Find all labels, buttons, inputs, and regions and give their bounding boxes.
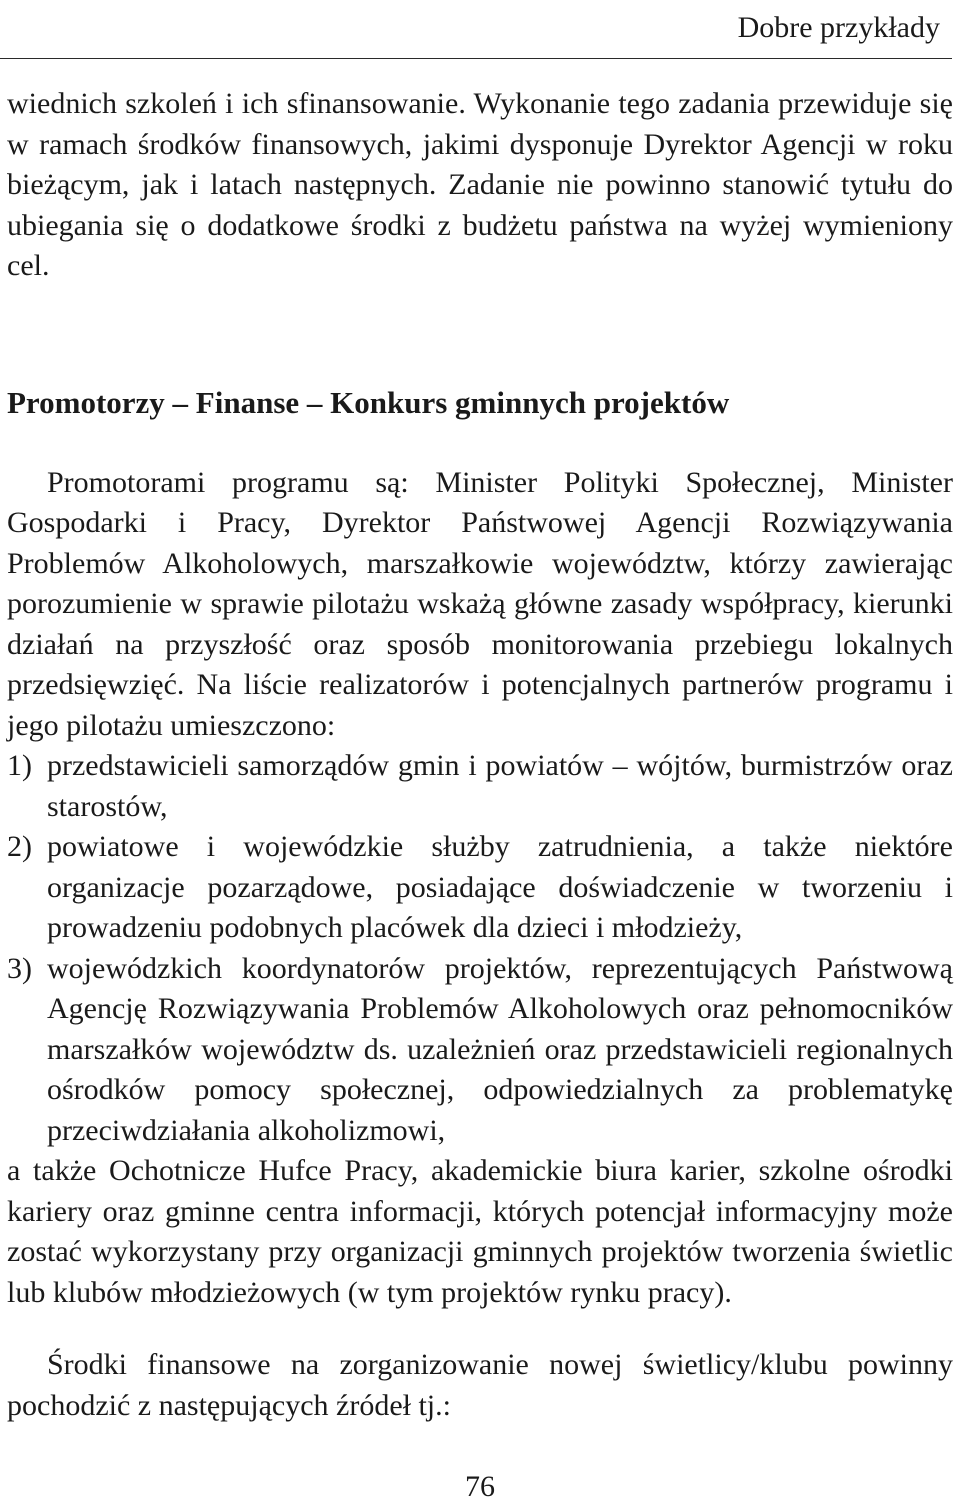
partners-list [7,746,953,1151]
list-item-text: przedstawicieli samorządów gmin i powiatów – wójtów, burmistrzów oraz starostów, [47,749,953,823]
list-item [7,949,953,1152]
list-item [7,746,953,827]
funding-paragraph: Środki finansowe na zorganizowanie nowej świetlicy/klubu powinny pochodzić z następujących źródeł tj.: [7,1348,953,1422]
intro-paragraph: wiednich szkoleń i ich sfinansowanie. Wykonanie tego zadania przewiduje się w ramach środków finansowych, jakimi dysponuje Dyrektor Agencji w roku bieżącym, jak i latach następnych. Zadanie nie powinno stanowić tytułu do ubiegania się o dodatkowe środki z budżetu państwa na wyżej wymieniony cel. [7,87,953,282]
running-header [0,0,952,59]
section-heading: Promotorzy – Finanse – Konkurs gminnych projektów [7,384,730,420]
list-item-number: 1) [7,749,32,782]
running-header-title: Dobre przykłady [737,11,940,44]
list-item-text: wojewódzkich koordynatorów projektów, reprezentujących Państwową Agencję Rozwiązywania Problemów Alkoholowych oraz pełnomocników marszałków województw ds. uzależnień oraz przedstawicieli regionalnych ośrodków pomocy społecznej, odpowiedzialnych za problematykę przeciwdziałania alkoholizmowi, [47,951,953,1147]
list-item [7,827,953,949]
list-item-number: 2) [7,830,32,863]
section-paragraph: Promotorami programu są: Minister Polityki Społecznej, Minister Gospodarki i Pracy, Dyrektor Państwowej Agencji Rozwiązywania Problemów Alkoholowych, marszałkowie województw, którzy zawierając porozumienie w sprawie pilotażu wskażą główne zasady współpracy, kierunki działań na przyszłość oraz sposób monitorowania przebiegu lokalnych przedsięwzięć. Na liście realizatorów i potencjalnych partnerów programu i jego pilotażu umieszczono: [7,465,953,742]
after-list-paragraph: a także Ochotnicze Hufce Pracy, akademickie biura karier, szkolne ośrodki kariery oraz gminne centra informacji, których potencjał informacyjny może zostać wykorzystany przy organizacji gminnych projektów tworzenia świetlic lub klubów młodzieżowych (w tym projektów rynku pracy). [7,1154,953,1309]
list-item-number: 3) [7,951,32,985]
list-item-text: powiatowe i wojewódzkie służby zatrudnienia, a także niektóre organizacje pozarządowe, posiadające doświadczenie w tworzeniu i prowadzeniu podobnych placówek dla dzieci i młodzieży, [47,830,953,944]
page-number: 76 [465,1470,495,1503]
page-content [7,84,953,1426]
